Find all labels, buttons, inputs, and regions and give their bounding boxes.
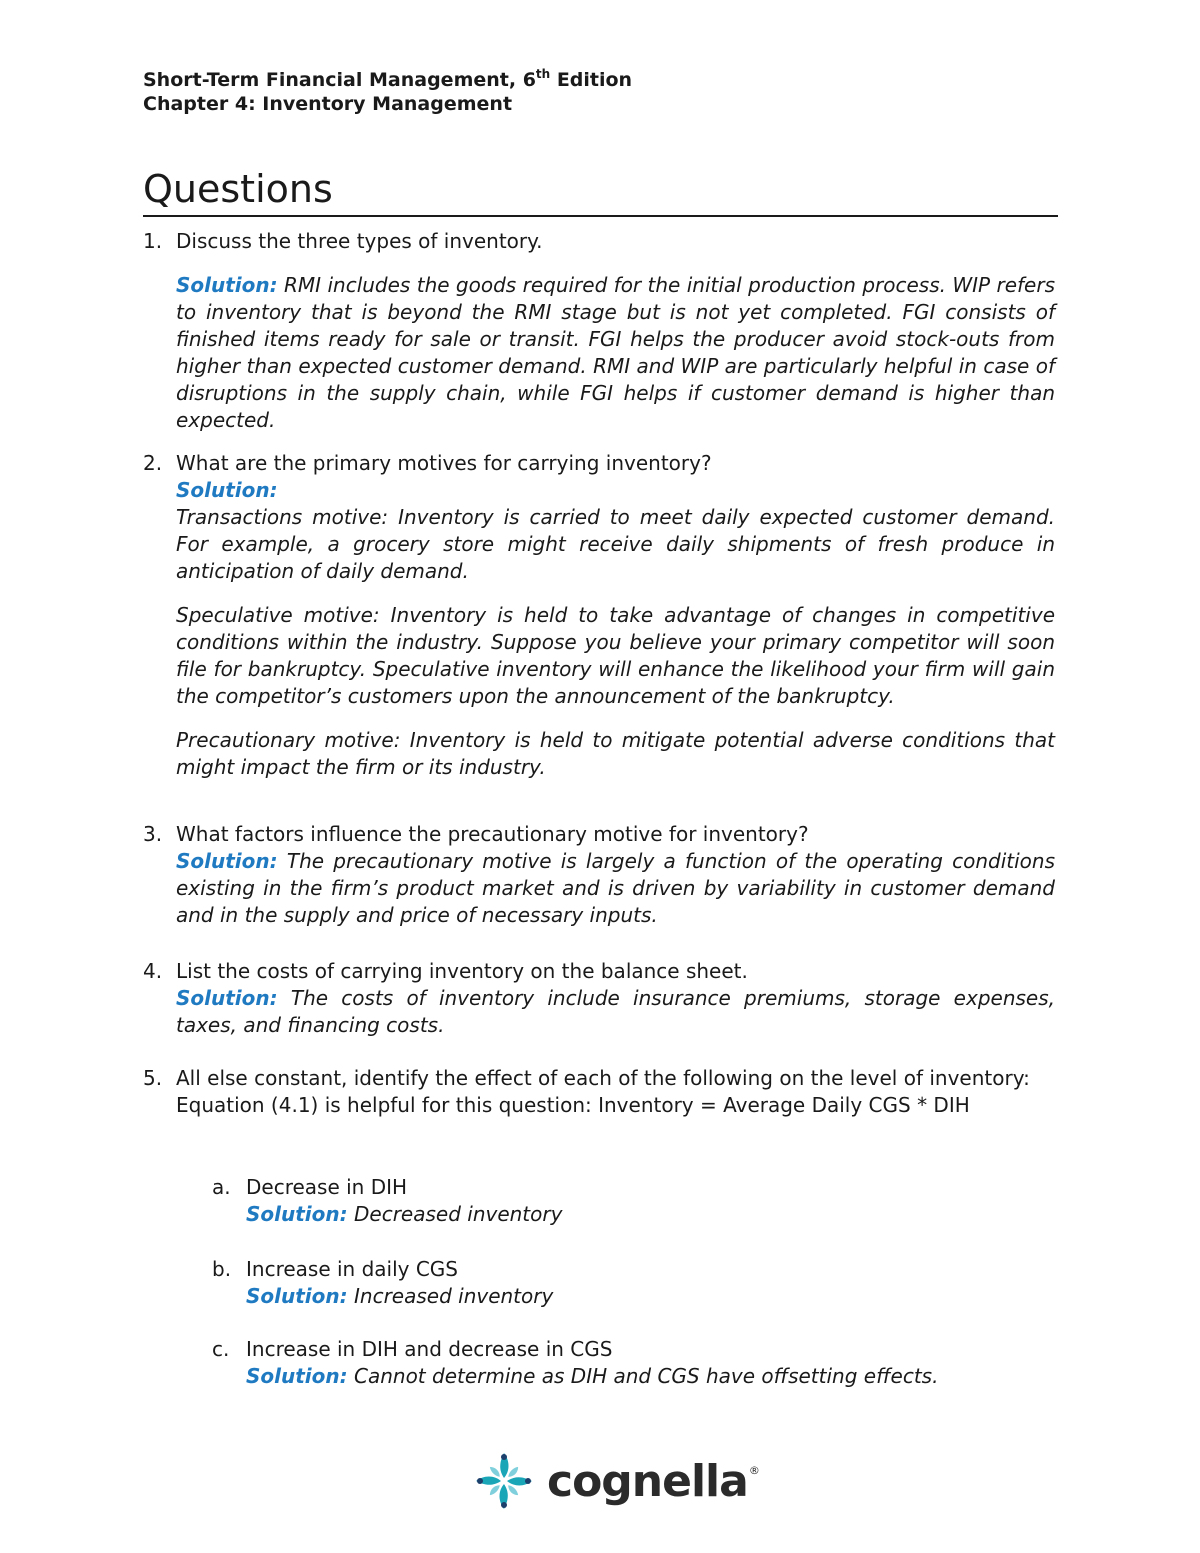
question-number: 2. (143, 451, 163, 475)
solution-text: RMI includes the goods required for the initial production process. WIP refers to inventory that is beyond the RMI stage but is not yet completed. FGI consists of finished items ready for sale or transit. FGI helps the producer avoid stock-outs from higher than expected customer demand. RMI and WIP are particularly helpful in case of disruptions in the supply chain, while FGI helps if customer demand is higher than expected. (176, 273, 1056, 432)
sub-text: Increase in daily CGS (246, 1257, 459, 1281)
equation-text: Equation (4.1) is helpful for this question: Inventory = Average Daily CGS * DIH (176, 1093, 970, 1117)
question-number: 4. (143, 959, 163, 983)
solution-label: Solution: (176, 849, 278, 873)
question-1 (143, 228, 1055, 434)
registered-mark: ® (748, 1464, 760, 1477)
page-header (143, 68, 632, 116)
solution-label: Solution: (176, 478, 278, 502)
question-2 (143, 450, 1055, 781)
sub-question-b (212, 1256, 1055, 1310)
solution (246, 1363, 1055, 1390)
solution-paragraph: Speculative motive: Inventory is held to take advantage of changes in competitive conditions within the industry. Suppose you believe your primary competitor will soon file for bankruptcy. Speculative inventory will enhance the likelihood your firm will gain the competitor’s customers upon the announcement of the bankruptcy. (176, 603, 1055, 708)
solution (176, 848, 1055, 929)
sub-text: Increase in DIH and decrease in CGS (246, 1337, 613, 1361)
solution-label: Solution: (246, 1364, 348, 1388)
sub-text: Decrease in DIH (246, 1175, 408, 1199)
sub-question-c (212, 1336, 1055, 1390)
question-5 (143, 1065, 1055, 1119)
solution-label: Solution: (176, 986, 278, 1010)
solution-text: The costs of inventory include insurance premiums, storage expenses, taxes, and financing costs. (176, 986, 1056, 1037)
pinwheel-logo-icon (473, 1450, 535, 1512)
sub-letter: b. (212, 1257, 232, 1281)
solution (176, 272, 1055, 434)
question-text: What are the primary motives for carrying inventory? (176, 451, 712, 475)
solution-label: Solution: (246, 1202, 348, 1226)
solution-label: Solution: (176, 273, 278, 297)
solution (176, 985, 1055, 1039)
question-text: What factors influence the precautionary motive for inventory? (176, 822, 809, 846)
sub-question-a (212, 1174, 1055, 1228)
question-3 (143, 821, 1055, 929)
solution (246, 1201, 1055, 1228)
book-title: Short-Term Financial Management, 6th Edition (143, 67, 633, 91)
solution-text: Decreased inventory (354, 1202, 563, 1226)
section-title: Questions (143, 164, 1058, 217)
question-4 (143, 958, 1055, 1039)
question-number: 3. (143, 822, 163, 846)
chapter-title: Chapter 4: Inventory Management (143, 93, 513, 115)
sub-letter: c. (212, 1337, 230, 1361)
cognella-logo (473, 1450, 760, 1512)
solution-text: Increased inventory (354, 1284, 554, 1308)
sub-letter: a. (212, 1175, 231, 1199)
question-number: 1. (143, 229, 163, 253)
solution-paragraph: Transactions motive: Inventory is carried to meet daily expected customer demand. For example, a grocery store might receive daily shipments of fresh produce in anticipation of daily demand. (176, 505, 1055, 583)
logo-wordmark: cognella (547, 1455, 748, 1507)
question-text: All else constant, identify the effect of each of the following on the level of inventory: (176, 1066, 1030, 1090)
solution (246, 1283, 1055, 1310)
solution-text: The precautionary motive is largely a function of the operating conditions existing in the firm’s product market and is driven by variability in customer demand and in the supply and price of necessary inputs. (176, 849, 1056, 927)
solution-text: Cannot determine as DIH and CGS have offsetting effects. (354, 1364, 939, 1388)
question-number: 5. (143, 1066, 163, 1090)
solution-label: Solution: (246, 1284, 348, 1308)
solution-paragraph: Precautionary motive: Inventory is held to mitigate potential adverse conditions that might impact the firm or its industry. (176, 728, 1055, 779)
question-text: List the costs of carrying inventory on the balance sheet. (176, 959, 748, 983)
question-text: Discuss the three types of inventory. (176, 229, 543, 253)
